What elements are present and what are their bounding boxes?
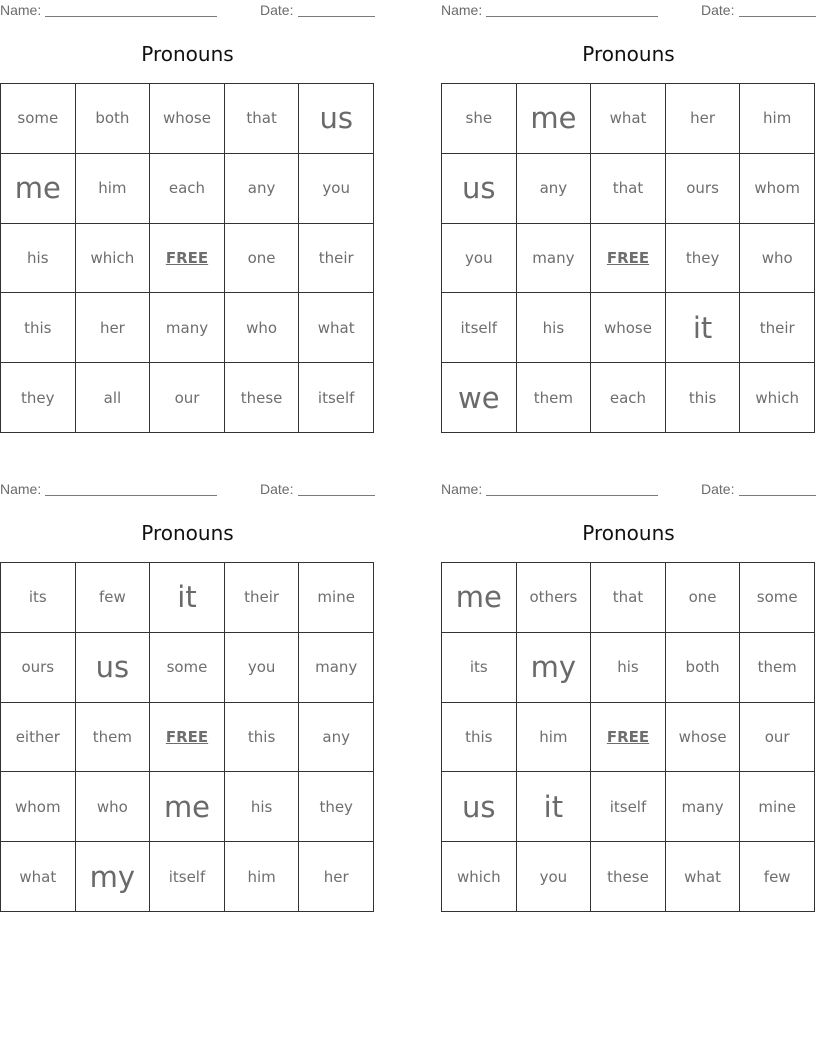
bingo-cell: some [150, 633, 225, 703]
bingo-cell: this [225, 703, 300, 773]
bingo-cell: this [1, 293, 76, 363]
bingo-cell: her [299, 842, 374, 912]
bingo-cell: whom [1, 772, 76, 842]
bingo-cell: either [1, 703, 76, 773]
bingo-grid [441, 83, 815, 433]
bingo-cell: whom [740, 154, 815, 224]
bingo-cell: our [150, 363, 225, 433]
bingo-cell: me [517, 84, 592, 154]
name-label: Name: [441, 481, 483, 497]
bingo-cell: me [150, 772, 225, 842]
bingo-grid [0, 562, 374, 912]
bingo-cell: what [591, 84, 666, 154]
bingo-cell: him [740, 84, 815, 154]
date-line [739, 16, 816, 17]
bingo-cell: him [76, 154, 151, 224]
bingo-cell: they [1, 363, 76, 433]
bingo-cell: them [517, 363, 592, 433]
bingo-cell: which [442, 842, 517, 912]
card-title: Pronouns [582, 521, 675, 545]
bingo-cell: some [1, 84, 76, 154]
bingo-cell: that [591, 154, 666, 224]
bingo-cell: ours [666, 154, 741, 224]
card-title: Pronouns [582, 42, 675, 66]
bingo-cell: many [666, 772, 741, 842]
bingo-cell: who [740, 224, 815, 294]
date-label: Date: [701, 2, 735, 18]
bingo-cell: him [225, 842, 300, 912]
bingo-cell: each [150, 154, 225, 224]
bingo-grid [0, 83, 374, 433]
bingo-cell: both [76, 84, 151, 154]
free-cell: FREE [591, 224, 666, 294]
bingo-cell: many [150, 293, 225, 363]
bingo-cell: our [740, 703, 815, 773]
bingo-cell: you [299, 154, 374, 224]
bingo-cell: his [1, 224, 76, 294]
name-date-row [441, 2, 816, 20]
date-label: Date: [701, 481, 735, 497]
name-line [486, 16, 658, 17]
bingo-cell: that [591, 563, 666, 633]
bingo-grid [441, 562, 815, 912]
name-date-row [0, 2, 375, 20]
name-date-row [0, 481, 375, 499]
bingo-cell: itself [150, 842, 225, 912]
bingo-cell: whose [591, 293, 666, 363]
bingo-cell: any [517, 154, 592, 224]
bingo-cell: itself [299, 363, 374, 433]
bingo-cell: its [1, 563, 76, 633]
bingo-cell: which [740, 363, 815, 433]
bingo-cell: us [442, 772, 517, 842]
bingo-cell: itself [442, 293, 517, 363]
bingo-cell: others [517, 563, 592, 633]
bingo-cell: mine [299, 563, 374, 633]
bingo-cell: one [666, 563, 741, 633]
bingo-cell: they [299, 772, 374, 842]
name-label: Name: [0, 481, 42, 497]
bingo-cell: her [666, 84, 741, 154]
free-cell: FREE [591, 703, 666, 773]
bingo-cell: my [76, 842, 151, 912]
bingo-cell: what [666, 842, 741, 912]
bingo-cell: his [591, 633, 666, 703]
bingo-cell: mine [740, 772, 815, 842]
date-label: Date: [260, 2, 294, 18]
bingo-cell: whose [150, 84, 225, 154]
name-label: Name: [441, 2, 483, 18]
bingo-cell: him [517, 703, 592, 773]
bingo-cell: any [299, 703, 374, 773]
bingo-cell: us [76, 633, 151, 703]
bingo-cell: ours [1, 633, 76, 703]
bingo-cell: her [76, 293, 151, 363]
free-cell: FREE [150, 224, 225, 294]
bingo-cell: what [1, 842, 76, 912]
date-line [739, 495, 816, 496]
bingo-cell: you [517, 842, 592, 912]
bingo-cell: my [517, 633, 592, 703]
bingo-cell: their [225, 563, 300, 633]
bingo-cell: its [442, 633, 517, 703]
bingo-cell: both [666, 633, 741, 703]
bingo-cell: few [76, 563, 151, 633]
bingo-cell: this [666, 363, 741, 433]
bingo-cell: many [517, 224, 592, 294]
bingo-cell: itself [591, 772, 666, 842]
bingo-cell: these [591, 842, 666, 912]
bingo-cell: this [442, 703, 517, 773]
date-line [298, 16, 375, 17]
bingo-cell: some [740, 563, 815, 633]
name-date-row [441, 481, 816, 499]
name-line [45, 495, 217, 496]
bingo-cell: me [442, 563, 517, 633]
bingo-cell: it [517, 772, 592, 842]
date-label: Date: [260, 481, 294, 497]
bingo-cell: few [740, 842, 815, 912]
bingo-cell: it [666, 293, 741, 363]
bingo-cell: who [76, 772, 151, 842]
free-cell: FREE [150, 703, 225, 773]
bingo-cell: their [299, 224, 374, 294]
card-title: Pronouns [141, 521, 234, 545]
name-line [45, 16, 217, 17]
name-label: Name: [0, 2, 42, 18]
bingo-cell: that [225, 84, 300, 154]
bingo-cell: them [740, 633, 815, 703]
bingo-cell: which [76, 224, 151, 294]
bingo-cell: them [76, 703, 151, 773]
bingo-cell: one [225, 224, 300, 294]
bingo-cell: these [225, 363, 300, 433]
bingo-cell: who [225, 293, 300, 363]
bingo-cell: what [299, 293, 374, 363]
bingo-cell: it [150, 563, 225, 633]
bingo-cell: any [225, 154, 300, 224]
bingo-cell: they [666, 224, 741, 294]
card-title: Pronouns [141, 42, 234, 66]
bingo-cell: many [299, 633, 374, 703]
bingo-cell: whose [666, 703, 741, 773]
bingo-cell: his [225, 772, 300, 842]
bingo-cell: we [442, 363, 517, 433]
bingo-cell: you [225, 633, 300, 703]
bingo-cell: us [299, 84, 374, 154]
bingo-cell: their [740, 293, 815, 363]
bingo-cell: you [442, 224, 517, 294]
bingo-cell: me [1, 154, 76, 224]
bingo-cell: each [591, 363, 666, 433]
name-line [486, 495, 658, 496]
bingo-cell: all [76, 363, 151, 433]
date-line [298, 495, 375, 496]
bingo-cell: she [442, 84, 517, 154]
bingo-cell: us [442, 154, 517, 224]
bingo-cell: his [517, 293, 592, 363]
